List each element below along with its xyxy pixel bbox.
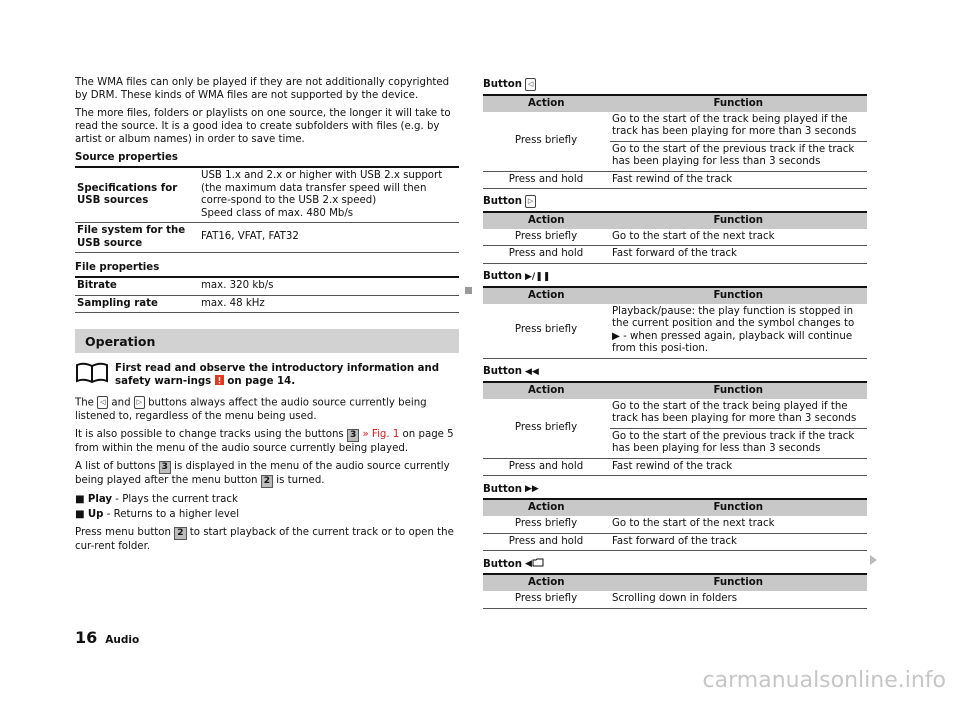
- table-header-row: [483, 95, 867, 112]
- list-item-text: - Returns to a higher level: [103, 508, 240, 520]
- play-pause-icon: ▶/❚❚: [525, 271, 551, 282]
- button-heading: [483, 78, 867, 92]
- prev-key-icon: ◁: [525, 78, 536, 92]
- prev-key-icon: ◁: [97, 396, 108, 409]
- book-icon: [75, 361, 109, 385]
- table-row: [75, 295, 459, 313]
- list-item-text: - Plays the current track: [112, 493, 238, 505]
- warning-icon: [215, 375, 224, 385]
- section-end-mark: [465, 287, 472, 294]
- button-heading-label: Button: [483, 366, 523, 377]
- button-heading: [483, 482, 867, 496]
- button-heading-label: Button: [483, 483, 523, 495]
- paragraph-menu-button: [75, 526, 459, 553]
- safety-note-text: [115, 361, 459, 388]
- table-value-line: Speed class of max. 480 Mb/s: [201, 207, 354, 219]
- paragraph-text: and: [108, 397, 134, 409]
- function-column-header: Function: [610, 574, 868, 591]
- function-cell: Go to the start of the next track: [610, 229, 868, 246]
- table-row: [483, 458, 867, 476]
- table-header-row: [483, 382, 867, 399]
- function-cell: Fast rewind of the track: [610, 171, 868, 189]
- table-row: [483, 304, 867, 359]
- function-cell: Scrolling down in folders: [610, 591, 868, 608]
- right-column: [483, 78, 867, 615]
- file-properties-title: File properties: [75, 262, 160, 273]
- button-function-table: [483, 573, 867, 609]
- action-cell: Press briefly: [483, 112, 610, 172]
- table-value-line: USB 1.x and 2.x or higher with USB 2.x support: [201, 170, 443, 181]
- table-value: max. 48 kHz: [199, 295, 459, 313]
- function-cell: Go to the start of the track being played if the track has been playing for more than 3 seconds: [610, 399, 868, 429]
- operation-section-banner: [75, 329, 459, 353]
- button-number-badge: 2: [174, 527, 186, 540]
- intro-paragraph-1: The WMA files can only be played if they are not additionally copyrighted by DRM. These kinds of WMA files are not supported by the device.: [75, 77, 450, 101]
- left-column: [75, 76, 459, 558]
- button-heading-label: Button: [483, 79, 523, 91]
- paragraph-text: buttons always affect the audio source currently being listened to, regardless of the menu being used.: [75, 397, 427, 422]
- list-item: ■ Play - Plays the current track: [75, 493, 238, 505]
- function-column-header: Function: [610, 499, 868, 516]
- table-header-row: [483, 574, 867, 591]
- function-column-header: Function: [610, 212, 868, 229]
- table-row: [483, 229, 867, 246]
- figure-link[interactable]: » Fig. 1: [359, 428, 400, 440]
- source-properties-title: Source properties: [75, 152, 178, 163]
- paragraph-text: on page 5 from within the menu of the audio source currently being played.: [75, 428, 454, 454]
- action-column-header: Action: [483, 499, 610, 516]
- safety-note-text-a: First read and observe the introductory information and safety warn-ings: [115, 363, 440, 387]
- safety-note: [75, 361, 459, 388]
- function-cell: Fast rewind of the track: [610, 458, 868, 476]
- function-tables: [483, 78, 867, 609]
- watermark: carmanualsonline.info: [702, 668, 946, 693]
- page-footer: [75, 628, 139, 647]
- table-row: [75, 223, 459, 253]
- table-key: Sampling rate: [75, 295, 199, 313]
- paragraph-text: to start playback of the current track or to open the cur-rent folder.: [75, 526, 454, 552]
- next-key-icon: ▷: [134, 396, 145, 409]
- function-cell: Playback/pause: the play function is stopped in the current position and the symbol changes to ▶ - when pressed again, playback will continue from this posi-tion.: [610, 304, 868, 359]
- skip-back-icon: ◀◀: [525, 366, 539, 377]
- button-heading: [483, 270, 867, 284]
- table-row: [483, 591, 867, 608]
- function-cell: Fast forward of the track: [610, 533, 868, 551]
- button-heading-label: Button: [483, 271, 523, 282]
- next-key-icon: ▷: [525, 195, 536, 209]
- button-heading-label: Button: [483, 558, 523, 570]
- table-row: [483, 171, 867, 189]
- action-cell: Press and hold: [483, 458, 610, 476]
- folder-down-icon: ◀: [525, 557, 544, 571]
- button-function-table: [483, 498, 867, 551]
- function-column-header: Function: [610, 287, 868, 304]
- action-cell: Press briefly: [483, 399, 610, 459]
- action-cell: Press briefly: [483, 516, 610, 533]
- button-function-table: [483, 286, 867, 359]
- source-properties-table: [75, 166, 459, 253]
- action-column-header: Action: [483, 382, 610, 399]
- action-column-header: Action: [483, 574, 610, 591]
- file-properties-table: [75, 276, 459, 313]
- paragraph-text: is displayed in the menu of the audio source currently being played after the menu button: [75, 460, 450, 486]
- list-item: ■ Up - Returns to a higher level: [75, 508, 240, 520]
- action-cell: Press briefly: [483, 304, 610, 359]
- action-cell: Press briefly: [483, 229, 610, 246]
- button-function-table: [483, 94, 867, 190]
- safety-note-text-b: on page 14.: [223, 376, 296, 387]
- page-section-label: Audio: [105, 634, 140, 646]
- button-number-badge: 3: [347, 429, 359, 442]
- button-function-table: [483, 381, 867, 477]
- table-key: Specifications for USB sources: [75, 167, 199, 223]
- table-row: [483, 533, 867, 551]
- table-value: FAT16, VFAT, FAT32: [199, 223, 459, 253]
- table-key: Bitrate: [75, 277, 199, 295]
- button-number-badge: 2: [261, 475, 273, 488]
- action-column-header: Action: [483, 95, 610, 112]
- button-heading: [483, 365, 867, 379]
- table-value-line: (the maximum data transfer speed will then corre-spond to the USB 2.x speed): [201, 182, 427, 206]
- paragraph-list-buttons: [75, 460, 459, 488]
- paragraph-text: It is also possible to change tracks using the buttons: [75, 428, 347, 440]
- table-value: max. 320 kb/s: [199, 277, 459, 295]
- table-row: [483, 399, 867, 429]
- function-cell: Go to the start of the previous track if the track has been playing for less than 3 seconds: [610, 141, 868, 171]
- list-item-term: Up: [87, 508, 104, 520]
- table-row: [483, 516, 867, 533]
- button-heading-label: Button: [483, 196, 523, 208]
- button-heading: [483, 557, 867, 571]
- intro-paragraph-2: The more files, folders or playlists on one source, the longer it will take to read the source. It is a good idea to create subfolders with files (e.g. by artist or album names) in order to save time.: [75, 108, 451, 145]
- operation-title: Operation: [85, 333, 156, 349]
- paragraph-prev-next: [75, 396, 459, 423]
- continue-arrow-icon: [870, 555, 877, 565]
- table-row: [483, 246, 867, 264]
- button-heading: [483, 195, 867, 209]
- action-cell: Press and hold: [483, 171, 610, 189]
- list-item-term: Play: [87, 493, 113, 505]
- table-row: [75, 167, 459, 223]
- table-value: [199, 167, 459, 223]
- action-column-header: Action: [483, 287, 610, 304]
- skip-forward-icon: ▶▶: [525, 484, 539, 494]
- paragraph-text: The: [75, 397, 98, 409]
- table-key: File system for the USB source: [75, 223, 199, 253]
- action-column-header: Action: [483, 212, 610, 229]
- paragraph-change-tracks: [75, 428, 459, 455]
- action-cell: Press and hold: [483, 533, 610, 551]
- action-cell: Press and hold: [483, 246, 610, 264]
- table-header-row: [483, 212, 867, 229]
- function-column-header: Function: [610, 382, 868, 399]
- paragraph-text: Press menu button: [75, 526, 175, 538]
- function-cell: Fast forward of the track: [610, 246, 868, 264]
- function-cell: Go to the start of the next track: [610, 516, 868, 533]
- button-function-table: [483, 211, 867, 264]
- table-row: [483, 112, 867, 142]
- table-row: [75, 277, 459, 295]
- function-cell: Go to the start of the track being played if the track has been playing for more than 3 seconds: [610, 112, 868, 142]
- button-number-badge: 3: [159, 461, 171, 474]
- action-cell: Press briefly: [483, 591, 610, 608]
- function-column-header: Function: [610, 95, 868, 112]
- table-header-row: [483, 287, 867, 304]
- function-cell: Go to the start of the previous track if the track has been playing for less than 3 seconds: [610, 428, 868, 458]
- table-header-row: [483, 499, 867, 516]
- paragraph-text: A list of buttons: [75, 460, 159, 472]
- page-number: 16: [75, 628, 98, 647]
- paragraph-text: is turned.: [273, 474, 325, 486]
